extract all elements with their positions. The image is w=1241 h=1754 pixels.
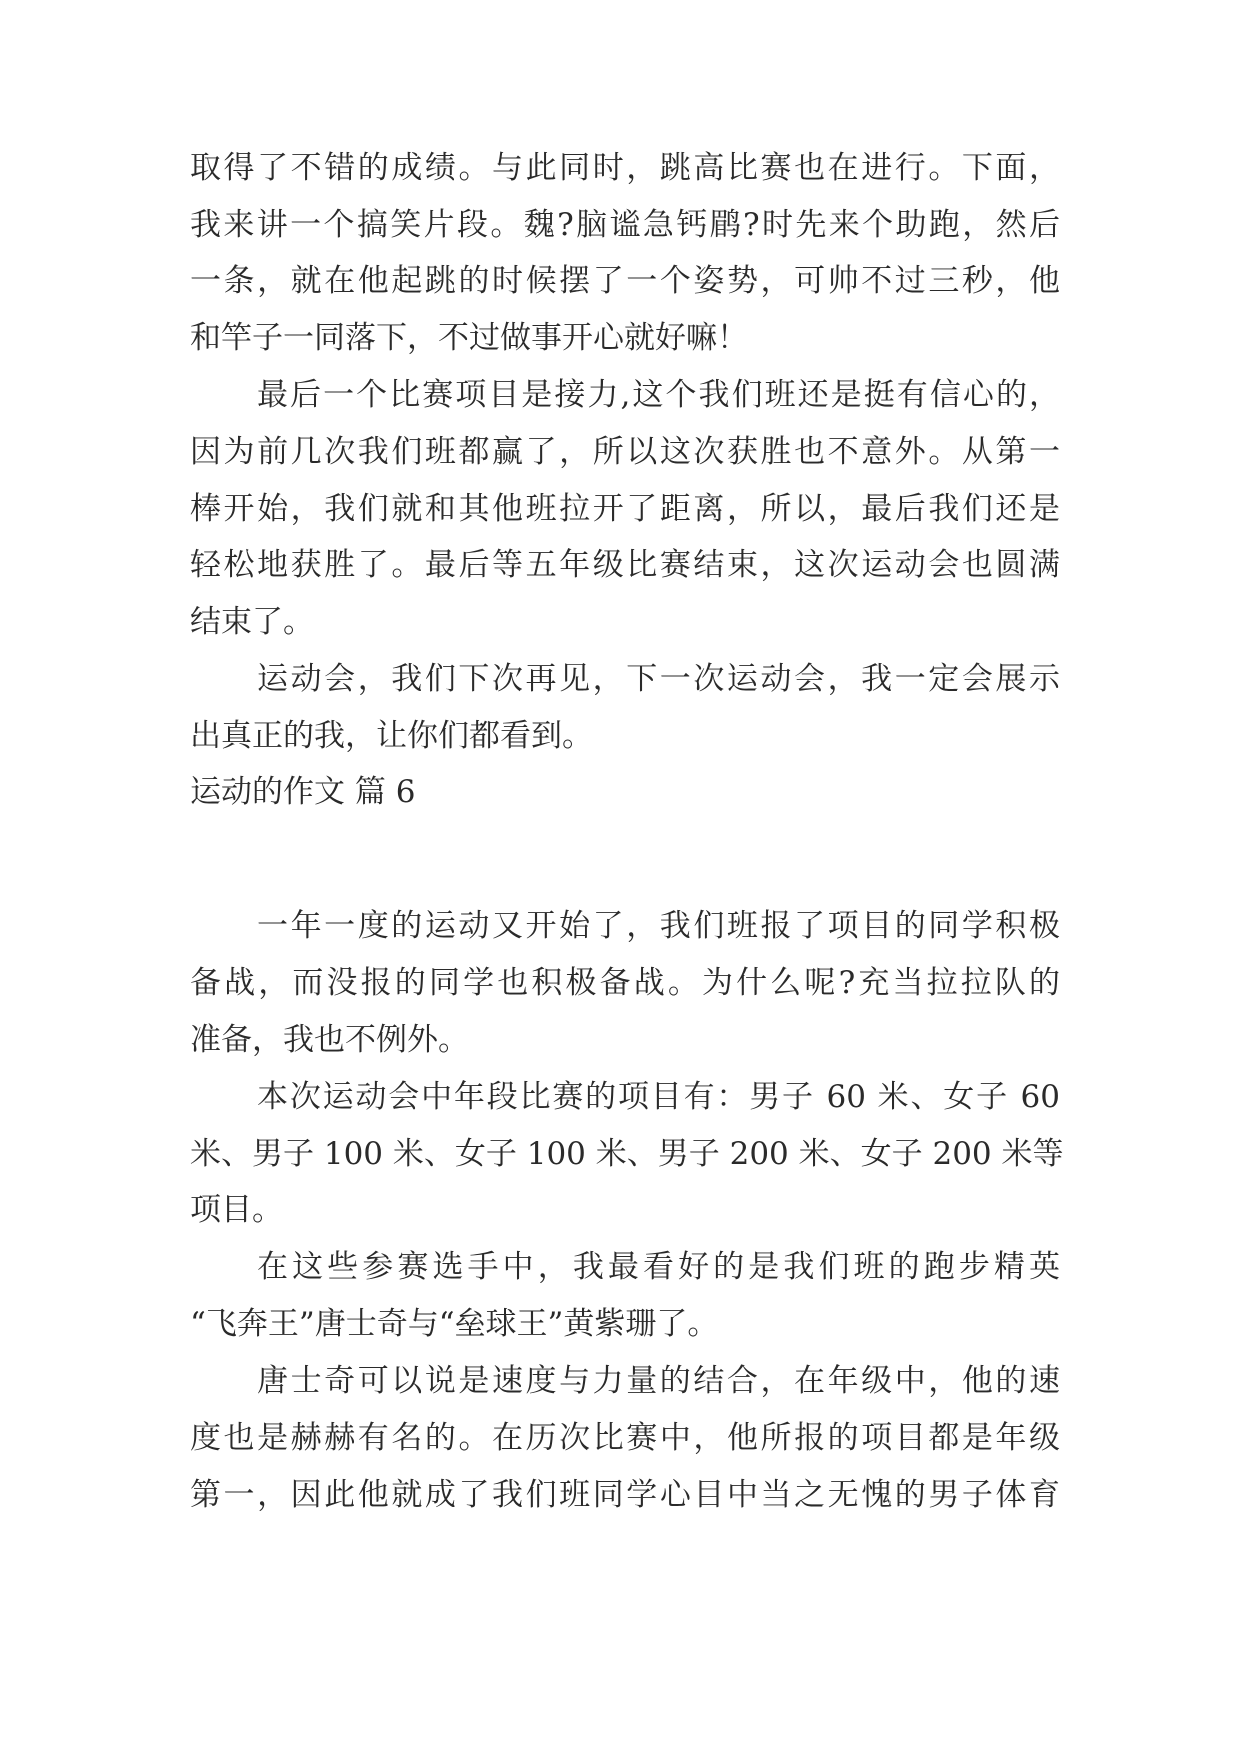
- text-line: 结束了。: [190, 604, 314, 640]
- text-line: 出真正的我，让你们都看到。: [190, 718, 593, 754]
- text-line: 棒开始，我们就和其他班拉开了距离，所以，最后我们还是: [190, 491, 1060, 527]
- text-line: 取得了不错的成绩。与此同时，跳高比赛也在进行。下面，: [190, 150, 1060, 186]
- text-line: 在这些参赛选手中，我最看好的是我们班的跑步精英: [257, 1249, 1060, 1285]
- text-line: 米、男子 100 米、女子 100 米、男子 200 米、女子 200 米等: [190, 1136, 1064, 1172]
- text-line: 准备，我也不例外。: [190, 1022, 469, 1058]
- text-line: 项目。: [190, 1192, 283, 1228]
- text-line: 和竿子一同落下，不过做事开心就好嘛！: [190, 320, 748, 356]
- text-line: 最后一个比赛项目是接力,这个我们班还是挺有信心的，: [257, 377, 1060, 413]
- text-line: 第一，因此他就成了我们班同学心目中当之无愧的男子体育: [190, 1477, 1060, 1513]
- text-line: 我来讲一个搞笑片段。魏?脑谧急钙鹛?时先来个助跑，然后: [190, 207, 1060, 243]
- section-heading: 运动的作文 篇 6: [190, 774, 416, 810]
- text-line: 唐士奇可以说是速度与力量的结合，在年级中，他的速: [257, 1363, 1060, 1399]
- text-line: 轻松地获胜了。最后等五年级比赛结束，这次运动会也圆满: [190, 547, 1060, 583]
- text-line: 本次运动会中年段比赛的项目有：男子 60 米、女子 60: [257, 1079, 1060, 1115]
- text-line: “飞奔王”唐士奇与“垒球王”黄紫珊了。: [190, 1306, 719, 1342]
- text-line: 运动会，我们下次再见，下一次运动会，我一定会展示: [257, 661, 1060, 697]
- text-line: 一条，就在他起跳的时候摆了一个姿势，可帅不过三秒，他: [190, 263, 1060, 299]
- text-line: 备战，而没报的同学也积极备战。为什么呢?充当拉拉队的: [190, 965, 1060, 1001]
- text-line: 度也是赫赫有名的。在历次比赛中，他所报的项目都是年级: [190, 1420, 1060, 1456]
- text-line: 因为前几次我们班都赢了，所以这次获胜也不意外。从第一: [190, 434, 1060, 470]
- text-line: 一年一度的运动又开始了，我们班报了项目的同学积极: [257, 908, 1060, 944]
